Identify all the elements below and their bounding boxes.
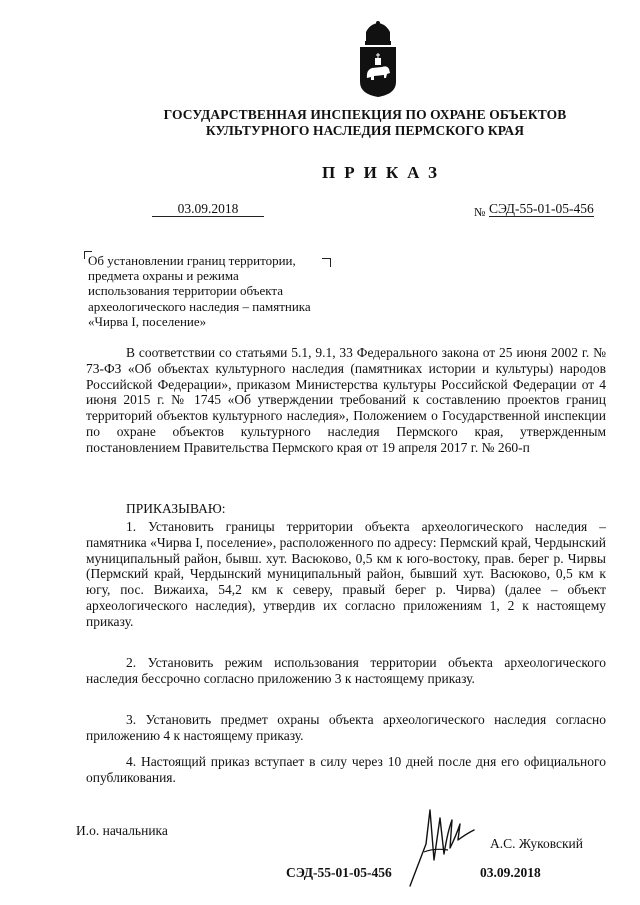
handwritten-signature-icon	[404, 800, 484, 890]
order-item-4: 4. Настоящий приказ вступает в силу через 10 дней после дня его официального опубликования.	[86, 754, 606, 785]
number-sign: №	[474, 205, 486, 219]
registration-date-stamp: 03.09.2018	[480, 865, 541, 880]
subject-corner-mark-right	[322, 258, 331, 267]
order-heading: ПРИКАЗЫВАЮ:	[126, 501, 226, 516]
signatory-name: А.С. Жуковский	[490, 836, 583, 851]
document-date: 03.09.2018	[152, 201, 264, 217]
order-item-2: 2. Установить режим использования территории объекта археологического наследия бессрочно согласно приложению 3 к настоящему приказу.	[86, 655, 606, 686]
order-item-3: 3. Установить предмет охраны объекта археологического наследия согласно приложению 4 к настоящему приказу.	[86, 712, 606, 743]
signatory-role: И.о. начальника	[76, 823, 168, 838]
perm-krai-coat-of-arms-icon	[356, 20, 400, 98]
document-type-title: ПРИКАЗ	[322, 163, 446, 182]
organization-name-line2: КУЛЬТУРНОГО НАСЛЕДИЯ ПЕРМСКОГО КРАЯ	[205, 123, 525, 138]
preamble-paragraph: В соответствии со статьями 5.1, 9.1, 33 Федерального закона от 25 июня 2002 г. № 73-ФЗ «Об объектах культурного наследия (памятниках истории и культуры) народов Российской Федерации», приказом Министерства культуры Российской Федерации от 4 июня 2015 г. № 1745 «Об утверждении требований к составлению проектов границ территорий объектов культурного наследия», Положением о Государственной инспекции по охране объектов культурного наследия Пермского края, утвержденным постановлением Правительства Пермского края от 19 апреля 2017 г. № 260-п	[86, 345, 606, 455]
document-number: СЭД-55-01-05-456	[489, 201, 594, 216]
document-subject: Об установлении границ территории, предмета охраны и режима использования территории объекта археологического наследия – памятника «Чирва I, поселение»	[88, 253, 311, 329]
registration-number-stamp: СЭД-55-01-05-456	[286, 865, 392, 880]
order-item-1: 1. Установить границы территории объекта археологического наследия – памятника «Чирва I, поселение», расположенного по адресу: Пермский край, Чердынский муниципальный район, бывш. хут. Васюково, 0,5 км к юго-востоку, прав. берег р. Чирвы (Пермский край, Чердынский муниципальный район, бывший хут. Васюково, 0,5 км к югу, пос. Вижаиха, 54,2 км к северу, правый берег р. Чирва) (далее – объект археологического наследия), утвердив их согласно приложениям 1, 2 к настоящему приказу.	[86, 519, 606, 629]
organization-name-line1: ГОСУДАРСТВЕННАЯ ИНСПЕКЦИЯ ПО ОХРАНЕ ОБЪЕКТОВ	[163, 107, 567, 122]
